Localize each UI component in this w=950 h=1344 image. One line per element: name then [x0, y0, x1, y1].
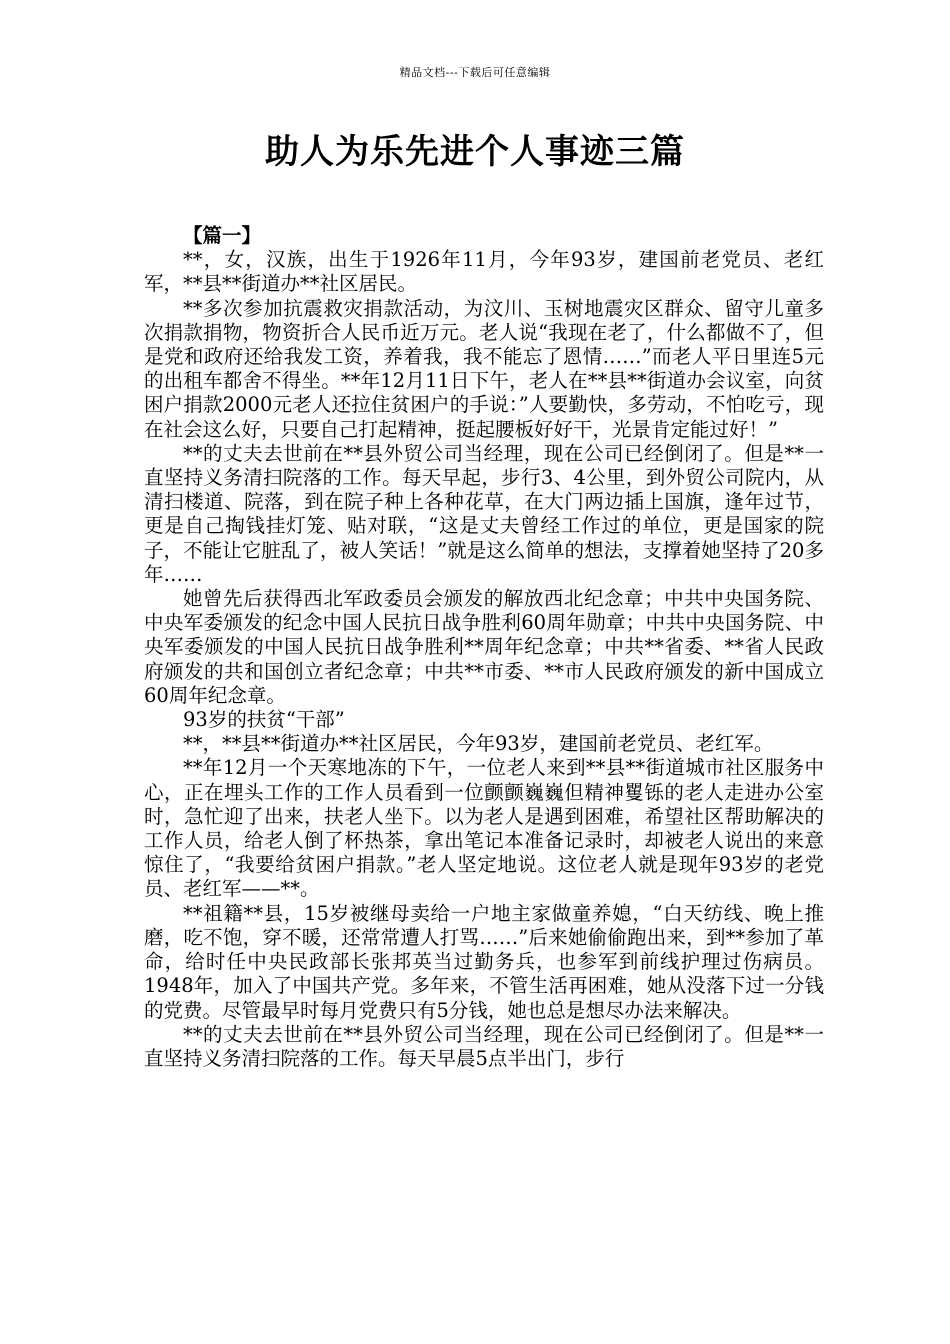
paragraph: 她曾先后获得西北军政委员会颁发的解放西北纪念章；中共中央国务院、中央军委颁发的纪念中国人民抗日战争胜利60周年勋章；中共中央国务院、中央军委颁发的中国人民抗日战争胜利**周年纪念章；中共**省委、**省人民政府颁发的共和国创立者纪念章；中共**市委、**市人民政府颁发的新中国成立60周年纪念章。 [144, 587, 824, 707]
paragraph: **年12月一个天寒地冻的下午，一位老人来到**县**街道城市社区服务中心，正在埋头工作的工作人员看到一位颤颤巍巍但精神矍铄的老人走进办公室时，急忙迎了出来，扶老人坐下。以为老人是遇到困难，希望社区帮助解决的工作人员，给老人倒了杯热茶，拿出笔记本准备记录时，却被老人说出的来意惊住了，“我要给贫困户捐款。”老人坚定地说。这位老人就是现年93岁的老党员、老红军——**。 [144, 756, 824, 901]
subheading: 93岁的扶贫“干部” [183, 708, 345, 732]
document-title: 助人为乐先进个人事迹三篇 [265, 132, 685, 172]
paragraph: **祖籍**县，15岁被继母卖给一户地主家做童养媳，“白天纺线、晚上推磨，吃不饱，穿不暖，还常常遭人打骂……”后来她偷偷跑出来，到**参加了革命，给时任中央民政部长张邦英当过勤务兵，也参军到前线护理过伤病员。1948年，加入了中国共产党。多年来，不管生活再困难，她从没落下过一分钱的党费。尽管最早时每月党费只有5分钱，她也总是想尽办法来解决。 [144, 901, 824, 1022]
paragraph: **，**县**街道办**社区居民，今年93岁，建国前老党员、老红军。 [183, 732, 774, 756]
document-body [144, 224, 824, 1071]
section-label: 【篇一】 [183, 224, 262, 247]
header-note: 精品文档---下载后可任意编辑 [399, 66, 551, 79]
paragraph: **，女，汉族，出生于1926年11月，今年93岁，建国前老党员、老红军，**县**街道办**社区居民。 [144, 248, 824, 296]
paragraph: **的丈夫去世前在**县外贸公司当经理，现在公司已经倒闭了。但是**一直坚持义务清扫院落的工作。每天早晨5点半出门，步行 [144, 1022, 824, 1070]
paragraph: **的丈夫去世前在**县外贸公司当经理，现在公司已经倒闭了。但是**一直坚持义务清扫院落的工作。每天早起，步行3、4公里，到外贸公司院内，从清扫楼道、院落，到在院子种上各种花草，在大门两边插上国旗，逢年过节，更是自己掏钱挂灯笼、贴对联，“这是丈夫曾经工作过的单位，更是国家的院子，不能让它脏乱了，被人笑话！”就是这么简单的想法，支撑着她坚持了20多年…… [144, 441, 824, 586]
paragraph: **多次参加抗震救灾捐款活动，为汶川、玉树地震灾区群众、留守儿童多次捐款捐物，物资折合人民币近万元。老人说“我现在老了，什么都做不了，但是党和政府还给我发工资，养着我，我不能忘了恩情……”而老人平日里连5元的出租车都舍不得坐。**年12月11日下午，老人在**县**街道办会议室，向贫困户捐款2000元老人还拉住贫困户的手说：”人要勤快，多劳动，不怕吃亏，现在社会这么好，只要自己打起精神，挺起腰板好好干，光景肯定能过好！” [144, 296, 824, 441]
